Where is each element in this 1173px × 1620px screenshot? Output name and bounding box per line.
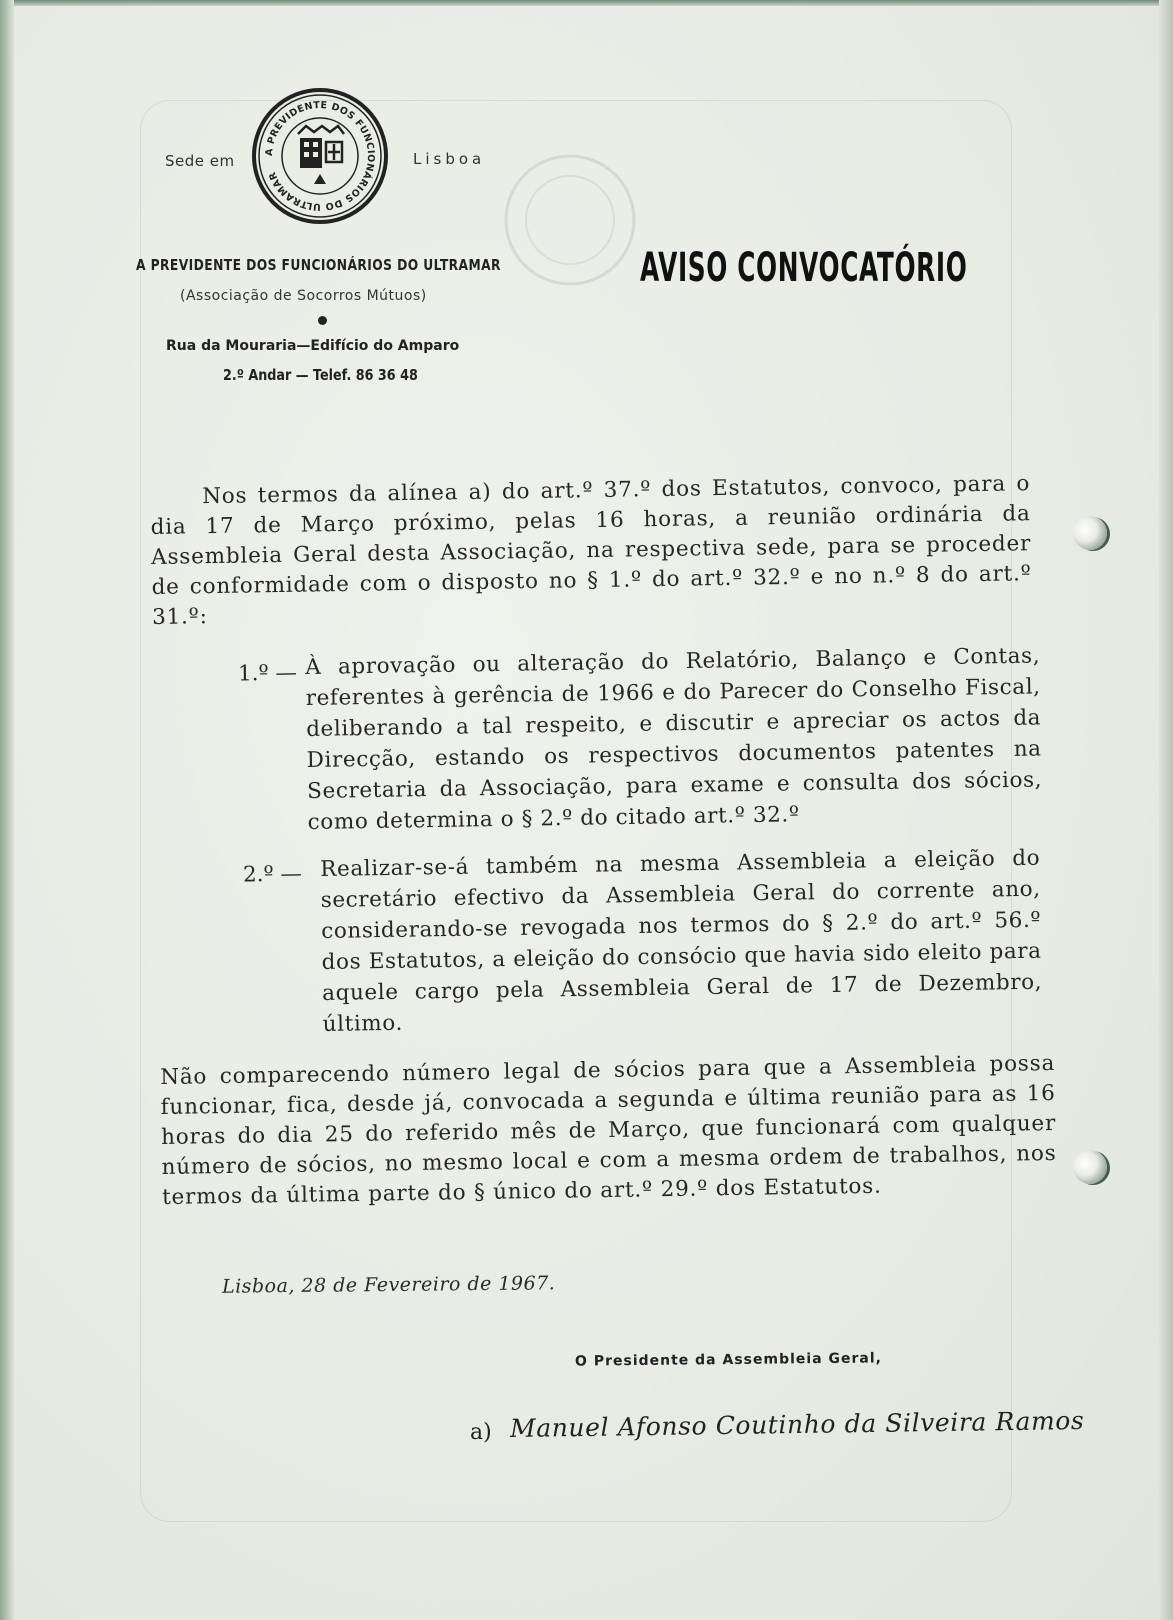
agenda-item-text: Realizar-se-á também na mesma Assembleia a eleição do secretário efectivo da Assembleia Geral do corrente ano, considerando-se revogada nos termos do § 2.º do art.º 56.º dos Estatutos, a eleição do consócio que havia sido eleito para aquele cargo pela Assembleia Geral de 17 de Dezembro, último. xyxy=(320,845,1043,1037)
signature-name: Manuel Afonso Coutinho da Silveira Ramos xyxy=(509,1405,1085,1444)
convocation-paragraph: Nos termos da alínea a) do art.º 37.º dos Estatutos, convoco, para o dia 17 de Março próximo, pelas 16 horas, a reunião ordinária da Assembleia Geral desta Associação, na respectiva sede, para se proceder de conformidade com o disposto no § 1.º do art.º 32.º e no n.º 8 do art.º 31.º: xyxy=(150,471,1032,630)
association-seal-icon xyxy=(250,86,390,226)
page-left-edge xyxy=(0,0,14,1620)
agenda-item-number: 2.º — xyxy=(242,861,303,888)
document-title: AVISO CONVOCATÓRIO xyxy=(640,245,968,291)
page-top-edge xyxy=(0,0,1173,6)
seal-text: A PREVIDENTE DOS FUNCIONÁRIOS DO ULTRAMAR xyxy=(263,99,377,213)
bullet-dot-icon xyxy=(318,316,327,325)
page-right-edge xyxy=(1159,0,1173,1620)
agenda-item-text: À aprovação ou alteração do Relatório, Balanço e Contas, referentes à gerência de 1966 e do Parecer do Conselho Fiscal, deliberando a tal respeito, e discutir e apreciar os actos da Direcção, estando os respectivos documentos patentes na Secretaria da Associação, para exame e consulta dos sócios, como determina o § 2.º do citado art.º 32.º xyxy=(305,643,1043,835)
sede-city: Lisboa xyxy=(413,150,486,168)
agenda-item-number: 1.º — xyxy=(237,660,298,687)
bleed-through-seal-icon xyxy=(500,150,640,290)
document-date: Lisboa, 28 de Fevereiro de 1967. xyxy=(221,1272,556,1298)
association-subtitle: (Associação de Socorros Mútuos) xyxy=(180,288,427,304)
sede-label: Sede em xyxy=(165,152,235,170)
president-title: O Presidente da Assembleia Geral, xyxy=(574,1350,883,1370)
association-phone: 2.º Andar — Telef. 86 36 48 xyxy=(223,366,418,384)
signature-prefix: a) xyxy=(470,1420,492,1445)
binder-hole-icon xyxy=(1073,516,1107,550)
binder-hole-icon xyxy=(1073,1150,1107,1184)
association-address: Rua da Mouraria—Edifício do Amparo xyxy=(166,338,460,354)
association-name: A PREVIDENTE DOS FUNCIONÁRIOS DO ULTRAMAR xyxy=(136,256,501,274)
second-call-paragraph: Não comparecendo número legal de sócios para que a Assembleia possa funcionar, fica, desde já, convocada a segunda e última reunião para as 16 horas do dia 25 do referido mês de Março, que funcionará com qualquer número de sócios, no mesmo local e com a mesma ordem de trabalhos, nos termos da última parte do § único do art.º 29.º dos Estatutos. xyxy=(160,1050,1057,1210)
